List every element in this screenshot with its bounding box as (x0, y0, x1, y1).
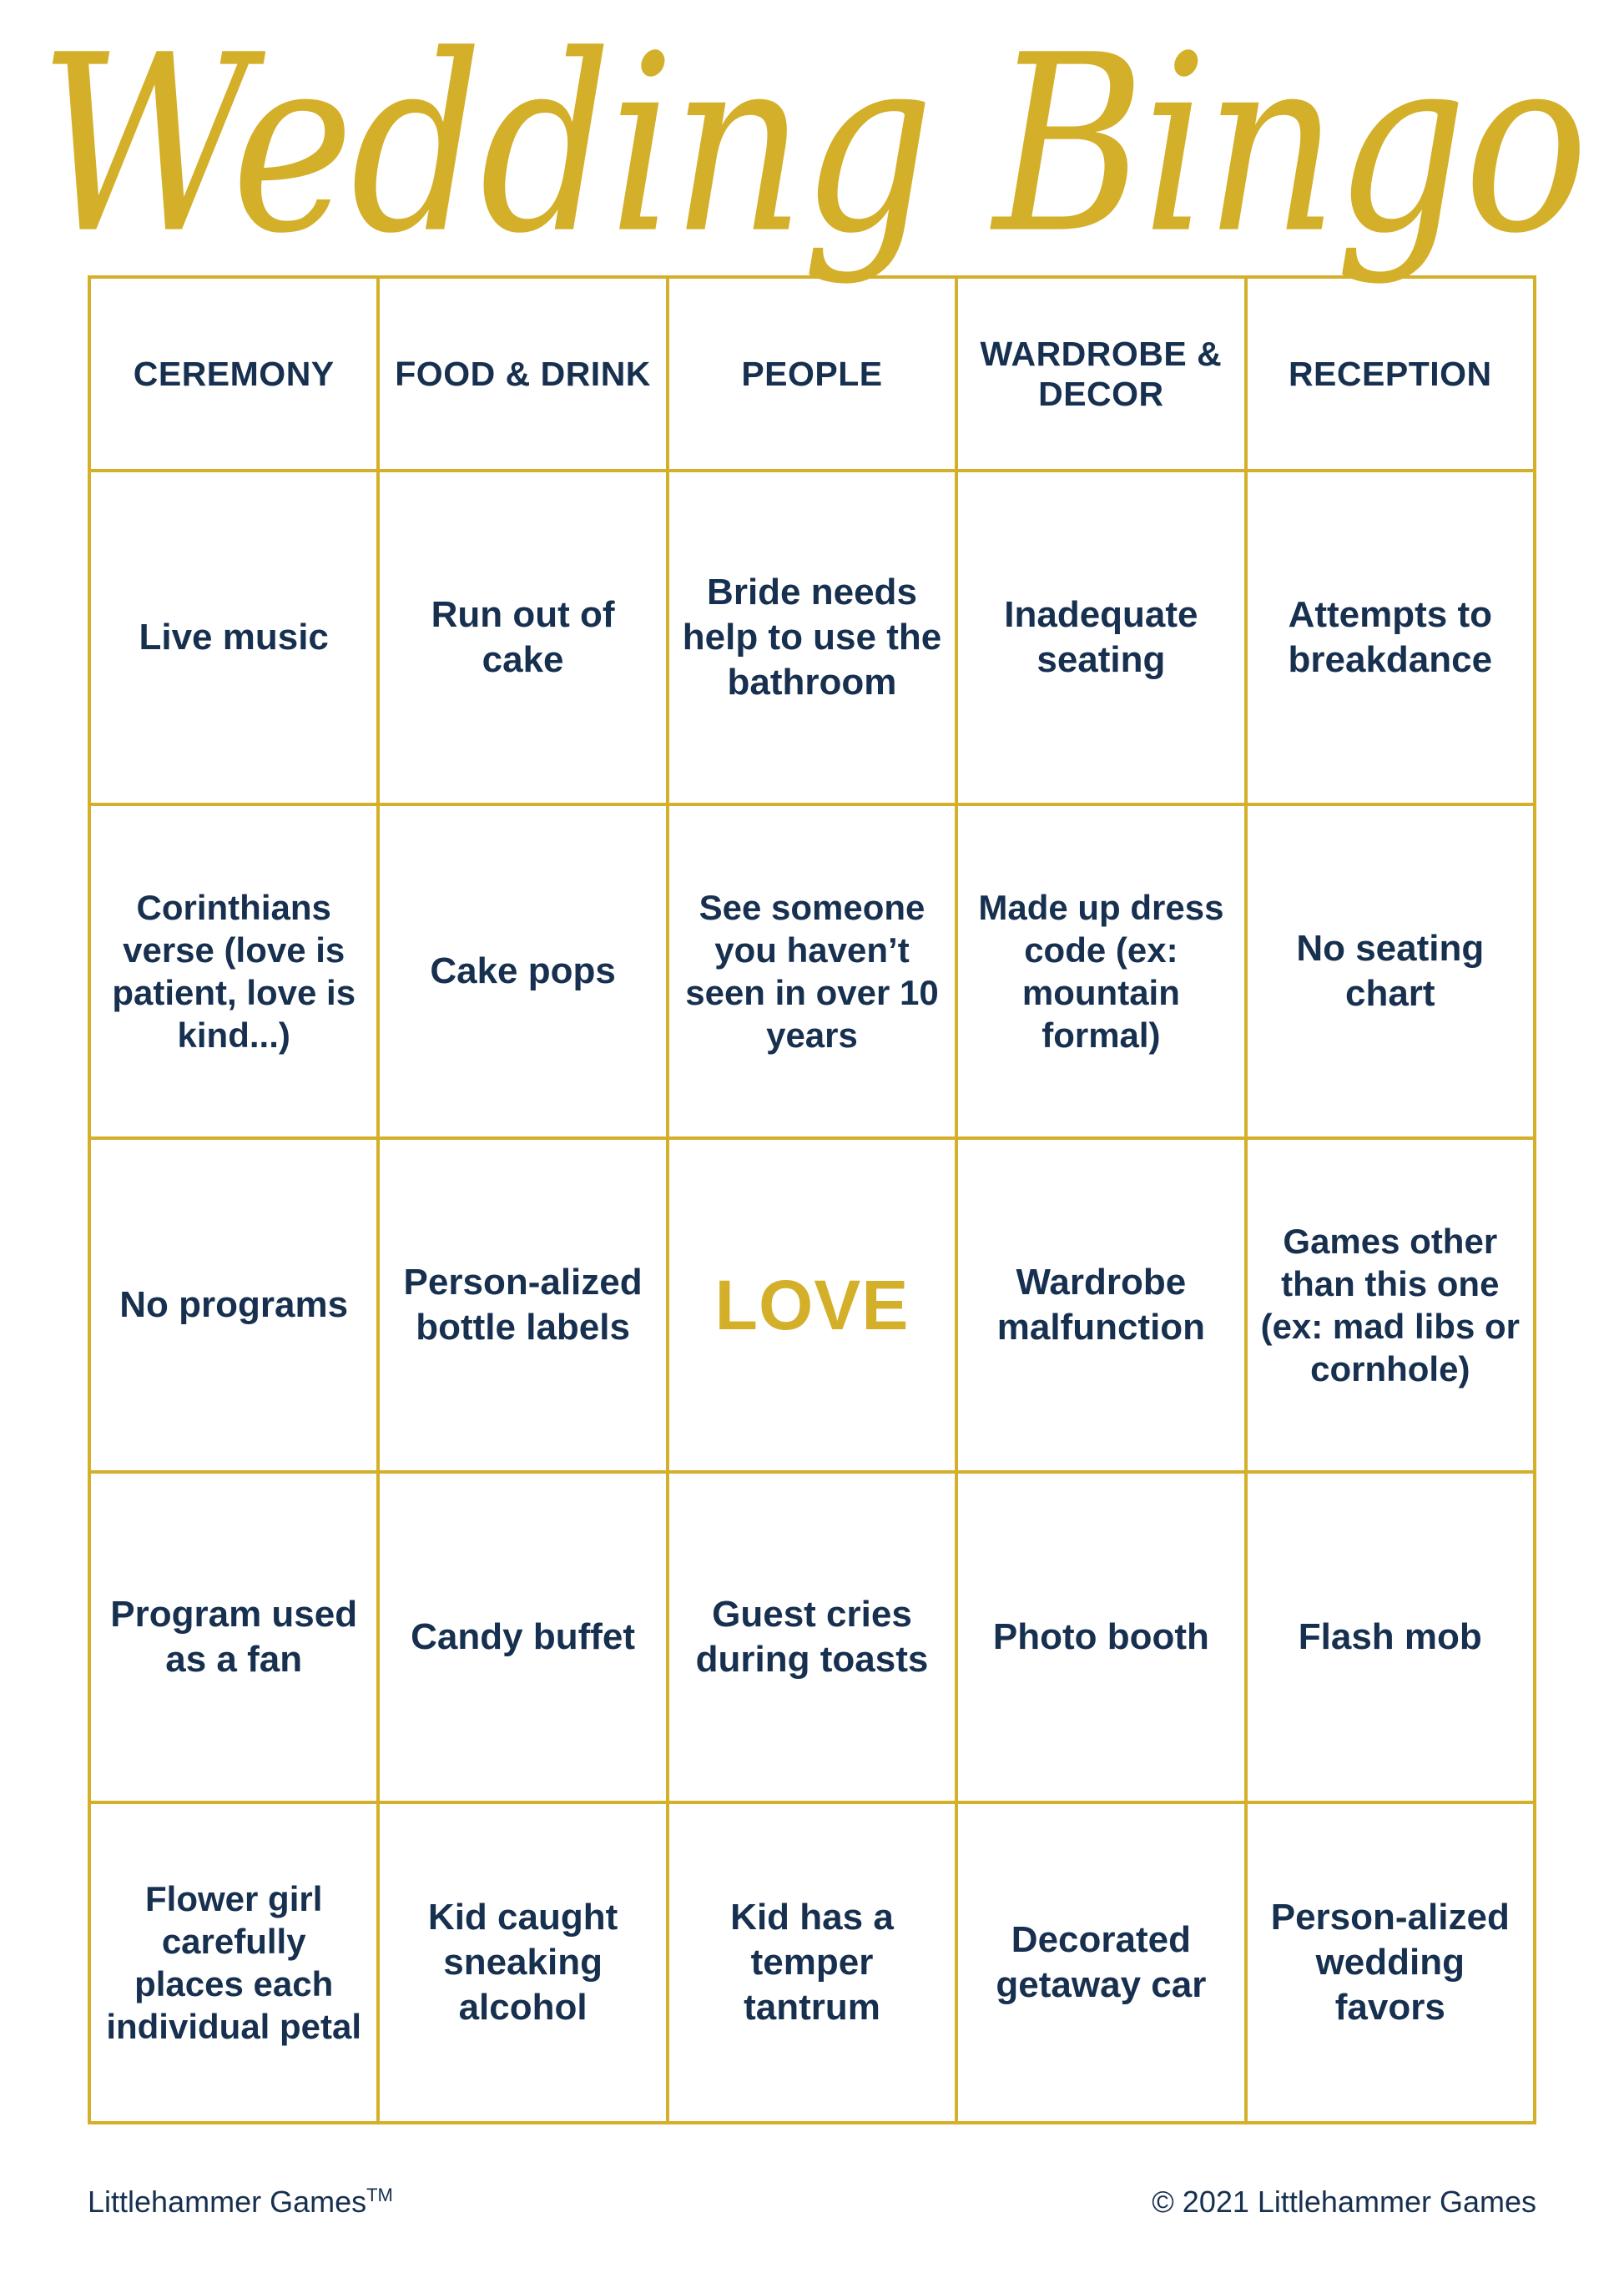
bingo-cell-text: Program used as a fan (110, 1594, 358, 1680)
bingo-cell-text: Inadequate seating (1004, 594, 1198, 680)
footer-brand (88, 2185, 393, 2220)
bingo-cell-text: Kid has a temper tantrum (730, 1897, 894, 2028)
bingo-cell[interactable] (1248, 472, 1536, 806)
bingo-cell-text: Games other than this one (ex: mad libs or cornhole) (1260, 1221, 1520, 1389)
bingo-cell[interactable] (91, 806, 380, 1140)
column-header-label: PEOPLE (741, 354, 883, 393)
bingo-cell-text: Flower girl carefully places each individual petal (106, 1878, 362, 2047)
column-header-label: FOOD & DRINK (395, 354, 651, 393)
bingo-cell[interactable] (669, 1474, 958, 1804)
bingo-cell-text: Corinthians verse (love is patient, love is kind...) (112, 887, 356, 1056)
bingo-cell[interactable] (958, 1804, 1247, 2124)
bingo-cell[interactable] (1248, 1140, 1536, 1474)
column-header-label: RECEPTION (1288, 354, 1492, 393)
bingo-cell-free-space[interactable] (669, 1140, 958, 1474)
bingo-cell-text: Attempts to breakdance (1288, 594, 1493, 680)
bingo-cell[interactable] (380, 472, 668, 806)
bingo-grid (88, 275, 1536, 2124)
bingo-cell[interactable] (380, 806, 668, 1140)
page-title: Wedding Bingo (38, 3, 1586, 288)
trademark-symbol: TM (366, 2185, 393, 2205)
bingo-cell[interactable] (380, 1474, 668, 1804)
footer (88, 2185, 1536, 2220)
bingo-cell[interactable] (1248, 806, 1536, 1140)
bingo-cell-text: Decorated getaway car (996, 1919, 1207, 2005)
column-header-ceremony (91, 279, 380, 472)
bingo-cell-text: Bride needs help to use the bathroom (682, 572, 942, 703)
bingo-cell[interactable] (1248, 1474, 1536, 1804)
bingo-cell-text: Cake pops (430, 950, 616, 992)
title-container (38, 0, 1586, 288)
bingo-cell-text: Photo booth (992, 1616, 1209, 1658)
column-header-people (669, 279, 958, 472)
bingo-cell-text: Guest cries during toasts (695, 1594, 929, 1680)
column-header-label: WARDROBE & DECOR (980, 334, 1223, 413)
bingo-cell[interactable] (669, 472, 958, 806)
bingo-cell[interactable] (669, 806, 958, 1140)
bingo-cell[interactable] (669, 1804, 958, 2124)
bingo-cell[interactable] (91, 472, 380, 806)
free-space-label: LOVE (714, 1265, 910, 1344)
bingo-cell[interactable] (380, 1804, 668, 2124)
bingo-cell-text: Person-alized bottle labels (403, 1262, 643, 1348)
bingo-cell[interactable] (91, 1804, 380, 2124)
bingo-cell-text: Person-alized wedding favors (1270, 1897, 1510, 2028)
bingo-cell[interactable] (1248, 1804, 1536, 2124)
footer-brand-label: Littlehammer Games (88, 2185, 367, 2219)
column-header-food-drink (380, 279, 668, 472)
bingo-cell-text: See someone you haven’t seen in over 10 years (685, 887, 939, 1056)
bingo-cell-text: Live music (139, 617, 329, 658)
bingo-cell-text: Flash mob (1298, 1616, 1482, 1658)
bingo-cell[interactable] (380, 1140, 668, 1474)
bingo-cell-text: Wardrobe malfunction (996, 1262, 1206, 1348)
bingo-cell-text: Made up dress code (ex: mountain formal) (978, 887, 1224, 1056)
bingo-cell-text: Run out of cake (431, 594, 615, 680)
footer-copyright: © 2021 Littlehammer Games (1152, 2185, 1536, 2219)
column-header-wardrobe-decor (958, 279, 1247, 472)
bingo-cell[interactable] (958, 1140, 1247, 1474)
bingo-cell-text: Kid caught sneaking alcohol (427, 1897, 618, 2028)
bingo-cell-text: No seating chart (1296, 928, 1485, 1014)
bingo-cell[interactable] (91, 1140, 380, 1474)
bingo-cell[interactable] (958, 1474, 1247, 1804)
column-header-reception (1248, 279, 1536, 472)
bingo-cell[interactable] (958, 472, 1247, 806)
column-header-label: CEREMONY (133, 354, 335, 393)
bingo-cell-text: Candy buffet (411, 1616, 636, 1658)
bingo-cell[interactable] (91, 1474, 380, 1804)
bingo-cell[interactable] (958, 806, 1247, 1140)
bingo-cell-text: No programs (119, 1284, 349, 1326)
